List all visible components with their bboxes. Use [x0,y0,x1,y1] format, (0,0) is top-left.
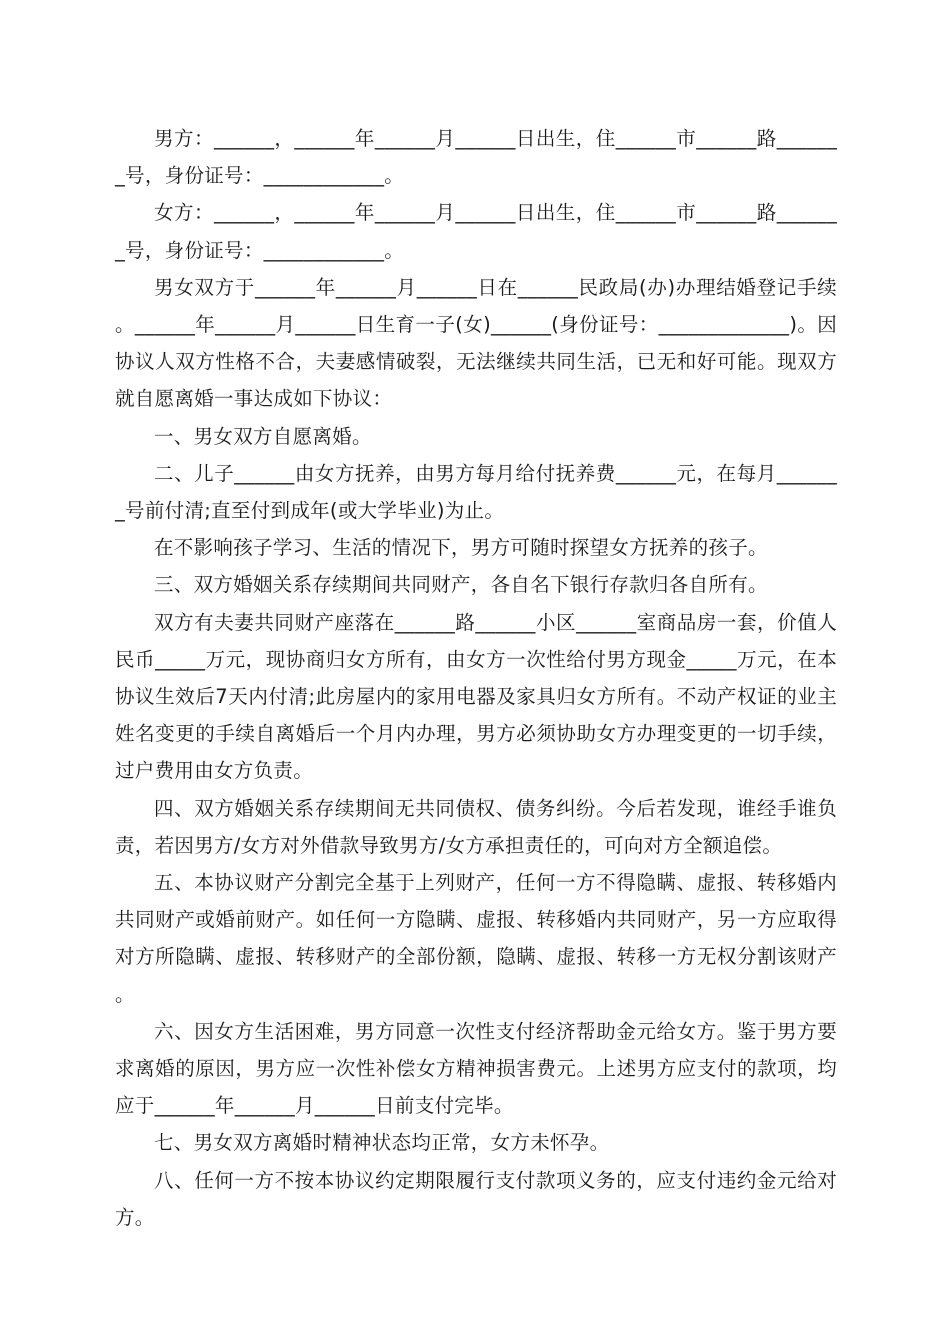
paragraph-clause-8: 八、任何一方不按本协议约定期限履行支付款项义务的，应支付违约金元给对方。 [115,1168,837,1229]
paragraph-clause-4: 四、双方婚姻关系存续期间无共同债权、债务纠纷。今后若发现，谁经手谁负责，若因男方/女方对外借款导致男方/女方承担责任的，可向对方全额追偿。 [115,796,837,857]
agreement-body [115,120,837,1236]
paragraph-clause-1: 一、男女双方自愿离婚。 [154,424,372,448]
paragraph-male-party: 男方：______，______年______月______日出生，住______市______路_______号，身份证号：____________。 [115,127,837,188]
paragraph-female-party: 女方：______，______年______月______日出生，住______市______路_______号，身份证号：____________。 [115,201,837,262]
paragraph-clause-5: 五、本协议财产分割完全基于上列财产，任何一方不得隐瞒、虚报、转移婚内共同财产或婚前财产。如任何一方隐瞒、虚报、转移婚内共同财产，另一方应取得对方所隐瞒、虚报、转移财产的全部份额，隐瞒、虚报、转移一方无权分割该财产。 [115,871,837,1006]
paragraph-visitation: 在不影响孩子学习、生活的情况下，男方可随时探望女方抚养的孩子。 [154,536,768,560]
paragraph-marriage-info: 男女双方于______年______月______日在______民政局(办)办理结婚登记手续。______年______月______日生育一子(女)______(身份证号：_____________)。因协议人双方性格不合，夫妻感情破裂，无法继续共同生活，已无和好可能。现双方就自愿离婚一事达成如下协议： [115,275,837,411]
paragraph-clause-2: 二、儿子______由女方抚养，由男方每月给付抚养费______元，在每月_______号前付清;直至付到成年(或大学毕业)为止。 [115,461,837,523]
paragraph-clause-3: 三、双方婚姻关系存续期间共同财产，各自名下银行存款归各自所有。 [154,573,768,597]
paragraph-property: 双方有夫妻共同财产座落在______路______小区______室商品房一套，价值人民币_____万元，现协商归女方所有，由女方一次性给付男方现金_____万元，在本协议生效后7天内付清;此房屋内的家用电器及家具归女方所有。不动产权证的业主姓名变更的手续自离婚后一个月内办理，男方必须协助女方办理变更的一切手续，过户费用由女方负责。 [115,610,837,783]
paragraph-clause-6: 六、因女方生活困难，男方同意一次性支付经济帮助金元给女方。鉴于男方要求离婚的原因，男方应一次性补偿女方精神损害费元。上述男方应支付的款项，均应于______年______月______日前支付完毕。 [115,1019,837,1118]
paragraph-clause-7: 七、男女双方离婚时精神状态均正常，女方未怀孕。 [154,1131,610,1155]
